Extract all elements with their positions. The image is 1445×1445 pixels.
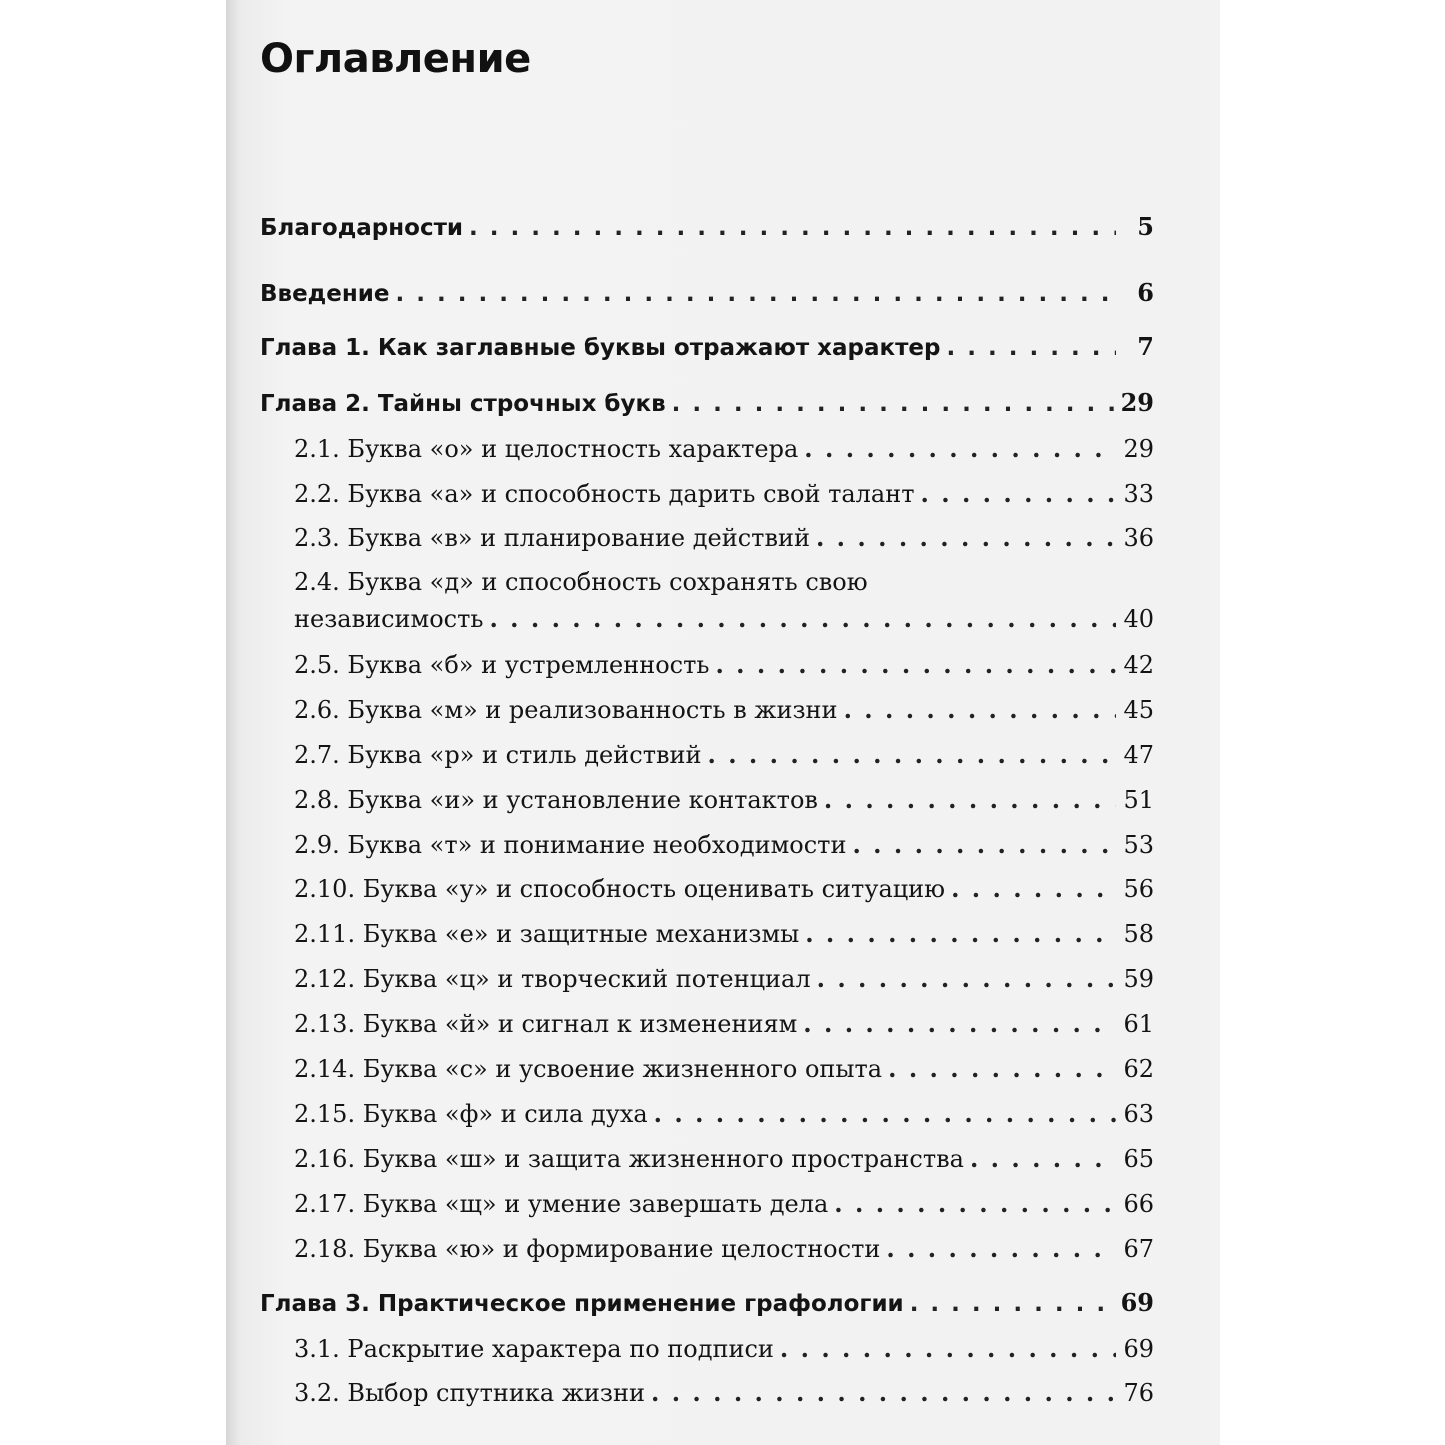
toc-entry-page: 42 <box>1123 651 1154 679</box>
toc-entry-page: 40 <box>1123 605 1154 633</box>
toc-entry-2-10 <box>294 874 1154 903</box>
toc-entry-label: 2.10. Буква «у» и способность оценивать ситуацию <box>294 875 946 903</box>
toc-entry-2-4 <box>294 568 1154 633</box>
dot-leader <box>910 1291 1115 1317</box>
toc-entry-page: 51 <box>1123 786 1154 814</box>
dot-leader <box>803 1009 1116 1038</box>
dot-leader <box>469 215 1116 241</box>
toc-entry-page: 53 <box>1123 831 1154 859</box>
toc-entry-2-7 <box>294 740 1154 769</box>
toc-entry-page: 45 <box>1123 696 1154 724</box>
dot-leader <box>805 919 1116 948</box>
toc-entry-page: 7 <box>1137 332 1154 361</box>
toc-entry-label: 3.2. Выбор спутника жизни <box>294 1379 645 1407</box>
dot-leader <box>834 1189 1116 1218</box>
dot-leader <box>824 785 1116 814</box>
dot-leader <box>654 1099 1116 1128</box>
dot-leader <box>970 1144 1116 1173</box>
dot-leader <box>816 523 1116 552</box>
toc-entry-chapter-3 <box>260 1288 1154 1317</box>
toc-entry-label: 2.6. Буква «м» и реализованность в жизни <box>294 696 838 724</box>
dot-leader <box>672 391 1115 417</box>
toc-entry-page: 65 <box>1123 1145 1154 1173</box>
dot-leader <box>715 650 1116 679</box>
toc-entry-chapter-2 <box>260 388 1154 417</box>
toc-entry-label: 2.16. Буква «ш» и защита жизненного пространства <box>294 1145 964 1173</box>
toc-entry-label: 2.1. Буква «о» и целостность характера <box>294 435 799 463</box>
toc-entry-introduction <box>260 278 1154 307</box>
toc-entry-label: 2.12. Буква «ц» и творческий потенциал <box>294 965 811 993</box>
toc-entry-page: 58 <box>1123 920 1154 948</box>
dot-leader <box>817 964 1116 993</box>
toc-entry-2-1 <box>294 434 1154 463</box>
toc-entry-label: 2.14. Буква «с» и усвоение жизненного опыта <box>294 1055 883 1083</box>
dot-leader <box>707 740 1116 769</box>
dot-leader <box>951 874 1116 903</box>
toc-entry-2-8 <box>294 785 1154 814</box>
dot-leader <box>888 1054 1116 1083</box>
toc-entry-acknowledgements <box>260 212 1154 241</box>
toc-entry-label: 2.4. Буква «д» и способность сохранять свою <box>294 568 868 596</box>
toc-entry-2-15 <box>294 1099 1154 1128</box>
dot-leader <box>844 695 1116 724</box>
toc-entry-page: 36 <box>1123 524 1154 552</box>
toc-entry-page: 59 <box>1123 965 1154 993</box>
dot-leader <box>395 281 1116 307</box>
toc-entry-page: 76 <box>1123 1379 1154 1407</box>
toc-entry-page: 56 <box>1123 875 1154 903</box>
toc-entry-2-13 <box>294 1009 1154 1038</box>
toc-entry-label: 2.3. Буква «в» и планирование действий <box>294 524 810 552</box>
toc-entry-2-5 <box>294 650 1154 679</box>
toc-entry-2-9 <box>294 830 1154 859</box>
toc-entry-label: 3.1. Раскрытие характера по подписи <box>294 1335 774 1363</box>
toc-entry-3-2 <box>294 1378 1154 1407</box>
toc-entry-page: 29 <box>1123 435 1154 463</box>
toc-entry-page: 62 <box>1123 1055 1154 1083</box>
toc-entry-page: 6 <box>1137 278 1154 307</box>
toc-entry-label: Глава 1. Как заглавные буквы отражают характер <box>260 335 941 361</box>
toc-entry-page: 63 <box>1123 1100 1154 1128</box>
toc-entry-page: 47 <box>1123 741 1154 769</box>
toc-entry-page: 66 <box>1123 1190 1154 1218</box>
toc-entry-2-2 <box>294 479 1154 508</box>
dot-leader <box>804 434 1116 463</box>
toc-entry-page: 69 <box>1120 1288 1154 1317</box>
toc-entry-label: 2.18. Буква «ю» и формирование целостности <box>294 1235 881 1263</box>
toc-entry-2-11 <box>294 919 1154 948</box>
toc-entry-label: 2.11. Буква «е» и защитные механизмы <box>294 920 800 948</box>
toc-entry-page: 5 <box>1137 212 1154 241</box>
dot-leader <box>651 1378 1116 1407</box>
toc-entry-2-6 <box>294 695 1154 724</box>
toc-entry-2-14 <box>294 1054 1154 1083</box>
toc-entry-page: 67 <box>1123 1235 1154 1263</box>
toc-entry-chapter-1 <box>260 332 1154 361</box>
dot-leader <box>852 830 1116 859</box>
toc-entry-page: 29 <box>1120 388 1154 417</box>
toc-entry-label: 2.17. Буква «щ» и умение завершать дела <box>294 1190 829 1218</box>
toc-entry-2-17 <box>294 1189 1154 1218</box>
toc-entry-label: Благодарности <box>260 215 464 241</box>
toc-entry-label: 2.7. Буква «р» и стиль действий <box>294 741 702 769</box>
toc-entry-label: 2.13. Буква «й» и сигнал к изменениям <box>294 1010 798 1038</box>
toc-entry-label: 2.8. Буква «и» и установление контактов <box>294 786 818 814</box>
toc-entry-label: 2.9. Буква «т» и понимание необходимости <box>294 831 847 859</box>
toc-entry-page: 69 <box>1123 1335 1154 1363</box>
toc-entry-label: 2.5. Буква «б» и устремленность <box>294 651 710 679</box>
toc-entry-page: 61 <box>1123 1010 1154 1038</box>
toc-entry-2-3 <box>294 523 1154 552</box>
dot-leader <box>886 1234 1116 1263</box>
dot-leader <box>780 1334 1116 1363</box>
toc-entry-2-18 <box>294 1234 1154 1263</box>
toc-entry-label: 2.2. Буква «а» и способность дарить свой талант <box>294 480 915 508</box>
dot-leader <box>489 604 1116 633</box>
toc-entry-3-1 <box>294 1334 1154 1363</box>
toc-entry-label: Глава 2. Тайны строчных букв <box>260 391 666 417</box>
dot-leader <box>921 479 1116 508</box>
toc-entry-2-12 <box>294 964 1154 993</box>
toc-entry-2-16 <box>294 1144 1154 1173</box>
toc-entry-page: 33 <box>1123 480 1154 508</box>
book-page <box>226 0 1220 1445</box>
toc-entry-label-continued: независимость <box>294 605 484 633</box>
toc-entry-label: Глава 3. Практическое применение графологии <box>260 1291 904 1317</box>
page-title: Оглавление <box>260 36 531 82</box>
dot-leader <box>947 335 1117 361</box>
toc-entry-continuation <box>294 604 1154 633</box>
toc-entry-label: 2.15. Буква «ф» и сила духа <box>294 1100 648 1128</box>
toc-entry-label: Введение <box>260 281 390 307</box>
